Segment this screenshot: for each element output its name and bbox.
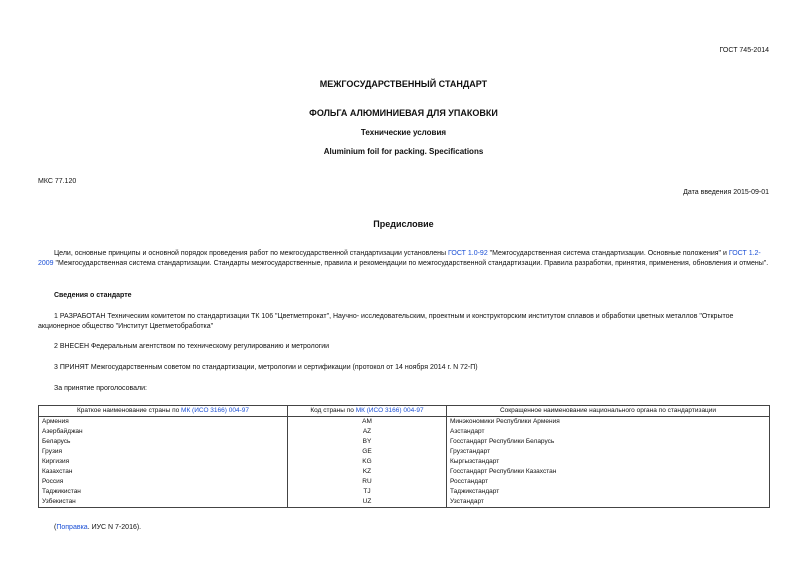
cell-body: Азстандарт — [447, 427, 770, 437]
cell-body: Кыргызстандарт — [447, 457, 770, 467]
table-row — [39, 467, 770, 477]
standard-info-heading: Сведения о стандарте — [54, 292, 132, 299]
cell-code: AZ — [288, 427, 447, 437]
table-header-row — [39, 406, 770, 417]
cell-code: KG — [288, 457, 447, 467]
gost-1-2-2009-link[interactable]: ГОСТ 1.2-2009 — [38, 250, 761, 267]
cell-body: Госстандарт Республики Казахстан — [447, 467, 770, 477]
header-standards-body: Сокращенное наименование национального органа по стандартизации — [447, 406, 770, 417]
header-country-code — [288, 406, 447, 417]
table-row — [39, 497, 770, 508]
cell-country: Грузия — [39, 447, 288, 457]
amendment-open: ( — [54, 524, 57, 531]
voting-states-table — [38, 405, 770, 508]
cell-country: Россия — [39, 477, 288, 487]
cell-body: Грузстандарт — [447, 447, 770, 457]
document-title: ФОЛЬГА АЛЮМИНИЕВАЯ ДЛЯ УПАКОВКИ — [309, 108, 498, 118]
table-row — [39, 447, 770, 457]
intro-text-a: Цели, основные принципы и основной порядок проведения работ по межгосударственной стандартизации установлены — [54, 250, 448, 257]
cell-code: RU — [288, 477, 447, 487]
table-row — [39, 437, 770, 447]
table-row — [39, 417, 770, 428]
header-country-name — [39, 406, 288, 417]
standard-type-heading: МЕЖГОСУДАРСТВЕННЫЙ СТАНДАРТ — [319, 79, 488, 89]
amendment-link[interactable]: Поправка — [56, 524, 88, 531]
table-row — [39, 487, 770, 497]
cell-code: GE — [288, 447, 447, 457]
cell-body: Узстандарт — [447, 497, 770, 508]
cell-country: Беларусь — [39, 437, 288, 447]
amendment-note — [54, 524, 141, 531]
cell-country: Таджикистан — [39, 487, 288, 497]
foreword-heading: Предисловие — [373, 219, 434, 229]
document-code: ГОСТ 745-2014 — [719, 47, 769, 54]
adopted-by-paragraph: 3 ПРИНЯТ Межгосударственным советом по стандартизации, метрологии и сертификации (протокол от 14 ноября 2014 г. N 72-П) — [54, 364, 478, 371]
table-row — [39, 427, 770, 437]
cell-body: Росстандарт — [447, 477, 770, 487]
cell-country: Армения — [39, 417, 288, 428]
cell-country: Азербайджан — [39, 427, 288, 437]
mk-iso-3166-link[interactable]: МК (ИСО 3166) 004-97 — [181, 407, 249, 414]
cell-country: Казахстан — [39, 467, 288, 477]
foreword-intro-paragraph — [38, 249, 770, 269]
amendment-rest: . ИУС N 7-2016). — [87, 524, 142, 531]
header-code-text: Код страны по — [310, 407, 356, 414]
introduction-date: Дата введения 2015-09-01 — [683, 189, 769, 196]
header-country-text: Краткое наименование страны по — [77, 407, 182, 414]
cell-code: KZ — [288, 467, 447, 477]
intro-text-b: "Межгосударственная система стандартизации. Основные положения" и — [487, 250, 729, 257]
table-row — [39, 477, 770, 487]
document-title-english: Aluminium foil for packing. Specifications — [323, 147, 484, 156]
cell-code: BY — [288, 437, 447, 447]
cell-body: Госстандарт Республики Беларусь — [447, 437, 770, 447]
intro-text-c: "Межгосударственная система стандартизации. Стандарты межгосударственные, правила и рекомендации по межгосударственной стандартизации. Правила разработки, принятия, применения, обновления и отмены". — [53, 260, 769, 267]
cell-body: Таджикстандарт — [447, 487, 770, 497]
cell-code: AM — [288, 417, 447, 428]
cell-code: TJ — [288, 487, 447, 497]
cell-country: Киргизия — [39, 457, 288, 467]
document-subtitle: Технические условия — [360, 128, 447, 137]
mks-code: МКС 77.120 — [38, 178, 77, 185]
gost-1-0-92-link[interactable]: ГОСТ 1.0-92 — [447, 250, 488, 257]
submitted-by-paragraph: 2 ВНЕСЕН Федеральным агентством по техническому регулированию и метрологии — [54, 343, 330, 350]
table-row — [39, 457, 770, 467]
cell-country: Узбекистан — [39, 497, 288, 508]
developed-by-paragraph: 1 РАЗРАБОТАН Техническим комитетом по стандартизации ТК 106 "Цветметпрокат", Научно- исследовательским, проектным и конструкторским институтом сплавов и обработки цветных металлов "Открытое акционерное общество "Институт Цветметобработка" — [38, 313, 734, 330]
cell-body: Минэкономики Республики Армения — [447, 417, 770, 428]
voted-for-label: За принятие проголосовали: — [54, 385, 147, 392]
mk-iso-3166-code-link[interactable]: МК (ИСО 3166) 004-97 — [355, 407, 424, 414]
cell-code: UZ — [288, 497, 447, 508]
